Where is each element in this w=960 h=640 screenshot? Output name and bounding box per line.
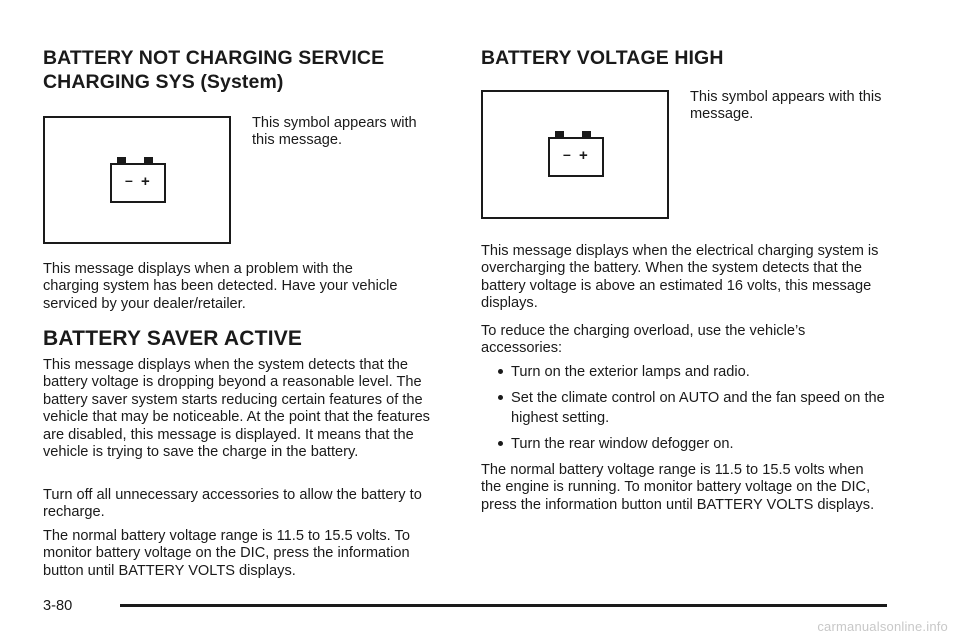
- heading-battery-voltage-high: BATTERY VOLTAGE HIGH: [481, 47, 724, 69]
- list-item-text: Turn on the exterior lamps and radio.: [511, 364, 750, 380]
- paragraph-charging-problem: This message displays when a problem with the charging system has been detected. Have your vehicle serviced by your dealer/retailer.: [43, 261, 398, 312]
- page-number: 3-80: [43, 598, 73, 614]
- symbol-caption-right: This symbol appears with this message.: [690, 89, 882, 123]
- paragraph-reduce-overload: To reduce the charging overload, use the vehicle’s accessories:: [481, 323, 806, 357]
- bullet-icon: [498, 441, 503, 446]
- symbol-caption-left: This symbol appears with this message.: [252, 115, 417, 149]
- battery-symbol-box: [43, 116, 231, 244]
- battery-icon: [103, 155, 173, 215]
- list-item: [481, 362, 891, 382]
- battery-plus-sign: +: [141, 173, 150, 190]
- watermark: carmanualsonline.info: [817, 619, 948, 634]
- paragraph-battery-saver: This message displays when the system detects that the battery voltage is dropping beyond a reasonable level. The battery saver system starts reducing certain features of the vehicle that may be noticeable. At the point that the features are disabled, this message is displayed. It means that the vehicle is trying to save the charge in the battery.: [43, 357, 430, 461]
- battery-minus-sign: –: [563, 146, 571, 162]
- bullet-icon: [498, 395, 503, 400]
- paragraph-overcharging: This message displays when the electrical charging system is overcharging the battery. When the system detects that the battery voltage is above an estimated 16 volts, this message displays.: [481, 243, 879, 312]
- battery-icon: [541, 129, 611, 189]
- list-item-text: Turn the rear window defogger on.: [511, 436, 734, 452]
- battery-plus-sign: +: [579, 147, 588, 164]
- footer-divider: [120, 604, 887, 607]
- paragraph-normal-voltage-right: The normal battery voltage range is 11.5 to 15.5 volts when the engine is running. To monitor battery voltage on the DIC, press the information button until BATTERY VOLTS displays.: [481, 462, 875, 513]
- list-item-text: Set the climate control on AUTO and the fan speed on the highest setting.: [511, 390, 885, 426]
- paragraph-normal-voltage-left: The normal battery voltage range is 11.5 to 15.5 volts. To monitor battery voltage on the DIC, press the information button until BATTERY VOLTS displays.: [43, 528, 410, 579]
- list-item: [481, 434, 891, 454]
- paragraph-turn-off-accessories: Turn off all unnecessary accessories to allow the battery to recharge.: [43, 487, 422, 521]
- bullet-icon: [498, 369, 503, 374]
- battery-symbol-box-right: [481, 90, 669, 219]
- accessory-list: [481, 362, 891, 460]
- battery-minus-sign: –: [125, 172, 133, 188]
- list-item: [481, 388, 891, 428]
- heading-battery-not-charging: BATTERY NOT CHARGING SERVICE CHARGING SYS (System): [43, 47, 385, 93]
- heading-battery-saver-active: BATTERY SAVER ACTIVE: [43, 327, 303, 350]
